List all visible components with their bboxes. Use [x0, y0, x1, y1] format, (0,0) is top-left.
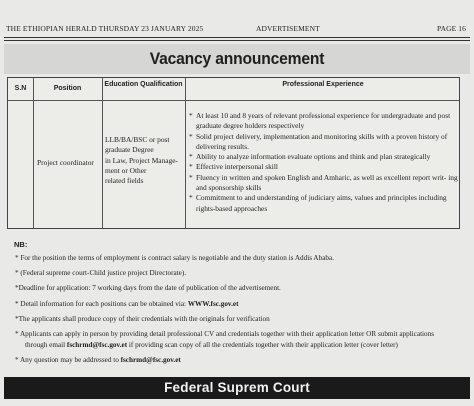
cell-experience — [187, 111, 459, 214]
education-line: LLB/BA/BSC or post — [105, 135, 170, 144]
notes-list — [15, 253, 465, 367]
note-item — [15, 355, 465, 366]
header-experience: Professional Experience — [282, 81, 364, 88]
cell-education — [105, 135, 184, 186]
experience-item: * Commitment to and understanding of judiciary aims, values and principles including rights-based approaches — [187, 193, 459, 214]
education-line: related fields — [105, 176, 144, 186]
education-line: ment or Other — [105, 165, 147, 175]
publication-line: THE ETHIOPIAN HERALD THURSDAY 23 JANUARY 2025 — [6, 24, 204, 33]
experience-item: * At least 10 and 8 years of relevant professional experience for undergraduate and post graduate degree holders respectively — [187, 111, 459, 132]
note-text: * Any question may be addressed to — [15, 356, 121, 365]
note-text: * Detail information for each positions can be obtained via: — [15, 299, 188, 308]
email-link[interactable]: fschrmd@fsc.gov.et — [66, 341, 128, 350]
note-item: * For the position the terms of employment is contract salary is negotiable and the duty station is Addis Ababa. — [15, 254, 334, 262]
notes-label: NB: — [14, 240, 28, 249]
note-item — [15, 299, 465, 310]
website-link[interactable]: WWW.fsc.gov.et — [187, 299, 239, 308]
masthead — [4, 24, 470, 36]
education-line: graduate Degree — [105, 145, 154, 155]
note-item: *Deadline for application: 7 working days from the date of publication of the advertisement. — [15, 284, 281, 293]
masthead-rule-2 — [4, 40, 470, 41]
page-title: Vacancy announcement — [149, 49, 325, 68]
experience-item: * Fluency in written and spoken English and Amharic, as well as excellent report writ- ing and sponsorship skills — [187, 173, 459, 194]
header-sn: S.N — [14, 85, 27, 92]
email-link[interactable]: fschrmd@fsc.gov.et — [120, 356, 181, 365]
header-divider — [8, 100, 459, 101]
section-label: ADVERTISEMENT — [256, 24, 320, 33]
experience-item: * Solid project delivery, implementation and monitoring skills with a proven history of delivering results. — [187, 132, 459, 153]
experience-list — [187, 111, 459, 214]
header-education: Education Qualification — [104, 81, 183, 88]
experience-item: * Ability to analyze information evaluate options and think and plan strategically — [187, 152, 459, 162]
note-item: *The applicants shall produce copy of their credentials with the originals for verification — [15, 314, 270, 323]
masthead-rule — [4, 37, 470, 38]
footer-title: Federal Suprem Court — [164, 380, 310, 395]
header-position: Position — [53, 85, 82, 92]
note-text: if providing scan copy of all the credentials together with their application letter (cover letter) — [127, 341, 398, 350]
page-number: PAGE 16 — [437, 24, 466, 33]
education-line: in Law, Project Manage- — [105, 155, 178, 165]
cell-position: Project coordinator — [37, 158, 94, 167]
note-item — [15, 340, 465, 351]
note-text: through email — [25, 341, 67, 350]
experience-item: * Effective interpersonal skill — [187, 162, 459, 172]
note-item: * Applicants can apply in person by providing detail professional CV and credentials together with their application letter OR submit applications — [15, 330, 435, 339]
vacancy-table — [7, 77, 460, 229]
note-item: * (Federal supreme court-Child justice project Directorate). — [15, 269, 187, 278]
